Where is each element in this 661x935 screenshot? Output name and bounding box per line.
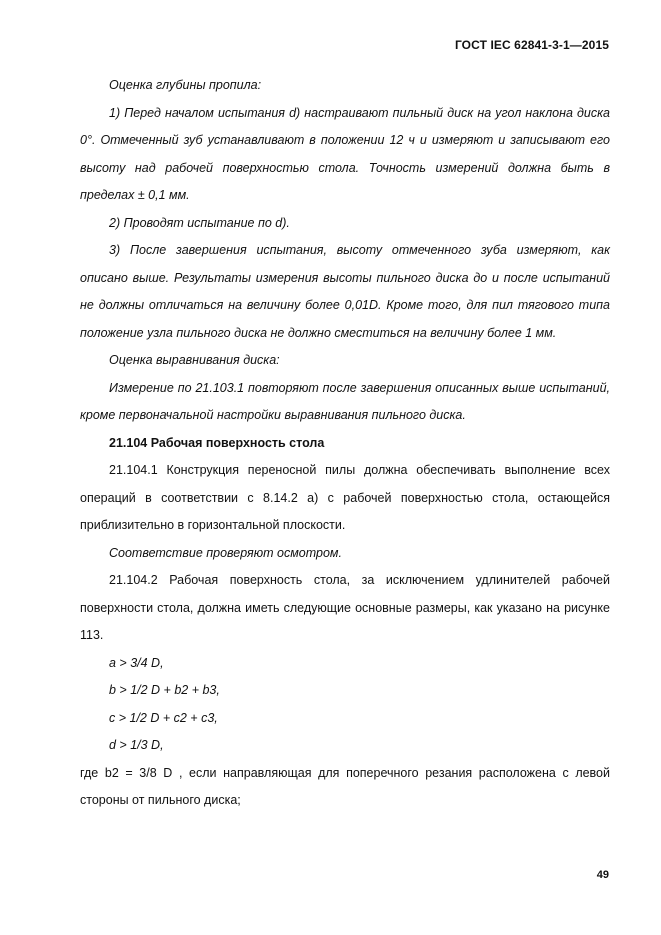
paragraph: 2) Проводят испытание по d). bbox=[109, 215, 290, 230]
paragraph: 3) После завершения испытания, высоту отмеченного зуба измеряют, как описано выше. Результаты измерения высоты пильного диска до и после испытаний не должны отличаться на величину более 0,01D. Кроме того, для пил тягового типа положение узла пильного диска не должно сместиться на величину более 1 мм. bbox=[80, 243, 610, 340]
paragraph: Измерение по 21.103.1 повторяют после завершения описанных выше испытаний, кроме первоначальной настройки выравнивания пильного диска. bbox=[80, 380, 610, 422]
formula-line: d > 1/3 D, bbox=[109, 738, 164, 752]
page-number: 49 bbox=[596, 869, 609, 881]
page-header: ГОСТ IEC 62841-3-1—2015 bbox=[454, 38, 609, 52]
section-heading: 21.104 Рабочая поверхность стола bbox=[109, 435, 325, 450]
document-body bbox=[80, 72, 610, 815]
paragraph: Соответствие проверяют осмотром. bbox=[109, 545, 342, 560]
paragraph: где b2 = 3/8 D , если направляющая для поперечного резания расположена с левой стороны от пильного диска; bbox=[80, 765, 610, 807]
paragraph: 1) Перед началом испытания d) настраивают пильный диск на угол наклона диска 0°. Отмеченный зуб устанавливают в положении 12 ч и измеряют и записывают его высоту над рабочей поверхностью стола. Точность измерений должна быть в пределах ± 0,1 мм. bbox=[80, 105, 610, 202]
formula-line: b > 1/2 D + b2 + b3, bbox=[109, 683, 220, 697]
formula-line: a > 3/4 D, bbox=[109, 655, 164, 670]
paragraph: Оценка глубины пропила: bbox=[109, 78, 262, 92]
paragraph: Оценка выравнивания диска: bbox=[109, 353, 280, 367]
formula-line: c > 1/2 D + c2 + c3, bbox=[109, 710, 218, 725]
paragraph: 21.104.2 Рабочая поверхность стола, за исключением удлинителей рабочей поверхности стола, должна иметь следующие основные размеры, как указано на рисунке 113. bbox=[80, 573, 610, 642]
paragraph: 21.104.1 Конструкция переносной пилы должна обеспечивать выполнение всех операций в соответствии с 8.14.2 а) с рабочей поверхностью стола, остающейся приблизительно в горизонтальной плоскости. bbox=[80, 463, 610, 532]
